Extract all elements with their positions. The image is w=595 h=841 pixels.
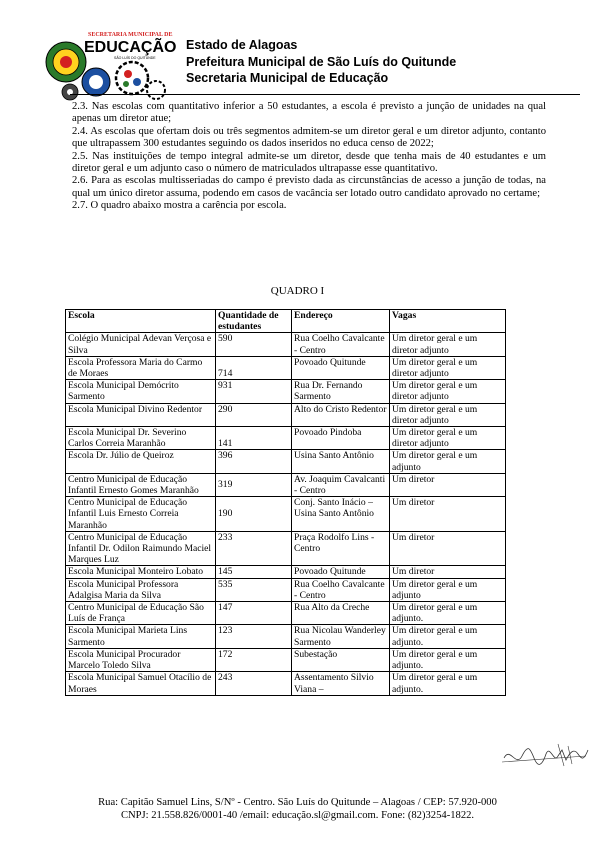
cell-vagas: Um diretor geral e um adjunto (390, 578, 506, 601)
cell-quantidade: 319 (216, 473, 292, 496)
cell-endereco: Rua Dr. Fernando Sarmento (292, 380, 390, 403)
cell-escola: Escola Municipal Dr. Severino Carlos Correia Maranhão (66, 427, 216, 450)
letterhead (186, 37, 456, 87)
logo-line1: SECRETARIA MUNICIPAL DE (88, 32, 173, 38)
table-row (66, 473, 506, 496)
cell-vagas: Um diretor geral e um adjunto. (390, 602, 506, 625)
paragraph-2-3: 2.3. Nas escolas com quantitativo inferior a 50 estudantes, a escola é previsto a junção de unidades na qual apenas um diretor atue; (72, 101, 546, 125)
table-row (66, 648, 506, 671)
table-row (66, 356, 506, 379)
handwritten-signature (500, 740, 590, 770)
table-row (66, 450, 506, 473)
cell-quantidade: 147 (216, 602, 292, 625)
cell-quantidade: 141 (216, 427, 292, 450)
cell-vagas: Um diretor geral e um diretor adjunto (390, 356, 506, 379)
cell-escola: Escola Municipal Samuel Otacílio de Moraes (66, 672, 216, 695)
cell-quantidade: 290 (216, 403, 292, 426)
cell-endereco: Rua Coelho Cavalcante - Centro (292, 333, 390, 356)
cell-vagas: Um diretor geral e um adjunto. (390, 625, 506, 648)
cell-vagas: Um diretor geral e um diretor adjunto (390, 380, 506, 403)
cell-escola: Escola Municipal Marieta Lins Sarmento (66, 625, 216, 648)
cell-quantidade: 535 (216, 578, 292, 601)
cell-quantidade: 396 (216, 450, 292, 473)
paragraph-2-7: 2.7. O quadro abaixo mostra a carência por escola. (72, 200, 287, 212)
paragraph-2-5: 2.5. Nas instituições de tempo integral admite-se um diretor, desde que tenha mais de 40 estudantes e um diretor geral e um adjunto caso o número de matriculados ultrapasse esse quantitativo. (72, 150, 546, 175)
cell-quantidade: 714 (216, 356, 292, 379)
cell-vagas: Um diretor (390, 566, 506, 578)
cell-endereco: Assentamento Silvio Viana – (292, 672, 390, 695)
table-row (66, 566, 506, 578)
cell-endereco: Av. Joaquim Cavalcanti - Centro (292, 473, 390, 496)
cell-endereco: Alto do Cristo Redentor (292, 403, 390, 426)
vacancy-table (65, 309, 506, 696)
cell-vagas: Um diretor geral e um adjunto. (390, 648, 506, 671)
table-row (66, 403, 506, 426)
cell-escola: Centro Municipal de Educação Infantil Dr. Odilon Raimundo Maciel Marques Luz (66, 531, 216, 566)
table-row (66, 672, 506, 695)
header-escola: Escola (66, 310, 216, 333)
table-row (66, 625, 506, 648)
cell-endereco: Praça Rodolfo Lins - Centro (292, 531, 390, 566)
cell-escola: Escola Municipal Divino Redentor (66, 403, 216, 426)
header-vagas: Vagas (390, 310, 506, 333)
footer (0, 796, 595, 822)
cell-vagas: Um diretor (390, 497, 506, 532)
paragraph-2-4: 2.4. As escolas que ofertam dois ou três segmentos admitem-se um diretor geral e um diretor adjunto, contanto que ultrapassem 300 estudantes seguindo os dados inseridos no educa censo de 2022; (72, 125, 546, 150)
paragraph-2-6: 2.6. Para as escolas multisseriadas do campo é previsto dada as circunstâncias de acesso a junção de todas, na qual um único diretor assuma, podendo em casos de vacância ser lotado outro candidato aprovado no certame; (72, 175, 546, 199)
cell-escola: Centro Municipal de Educação Infantil Ernesto Gomes Maranhão (66, 473, 216, 496)
cell-endereco: Rua Nicolau Wanderley Sarmento (292, 625, 390, 648)
cell-escola: Escola Municipal Demócrito Sarmento (66, 380, 216, 403)
logo-line3: SÃO LUÍS DO QUITUNDE (114, 56, 156, 60)
header-endereco: Endereço (292, 310, 390, 333)
cell-endereco: Rua Coelho Cavalcante - Centro (292, 578, 390, 601)
cell-vagas: Um diretor geral e um diretor adjunto (390, 333, 506, 356)
footer-address: Rua: Capitão Samuel Lins, S/Nº - Centro. São Luís do Quitunde – Alagoas / CEP: 57.920-000 (98, 797, 497, 808)
cell-escola: Escola Municipal Professora Adalgisa Maria da Silva (66, 578, 216, 601)
cell-vagas: Um diretor (390, 531, 506, 566)
cell-escola: Escola Professora Maria do Carmo de Moraes (66, 356, 216, 379)
cell-endereco: Povoado Quitunde (292, 566, 390, 578)
table-row (66, 497, 506, 532)
header-state: Estado de Alagoas (186, 38, 298, 52)
cell-escola: Escola Municipal Monteiro Lobato (66, 566, 216, 578)
cell-quantidade: 123 (216, 625, 292, 648)
cell-vagas: Um diretor geral e um adjunto. (390, 672, 506, 695)
table-row (66, 380, 506, 403)
cell-escola: Colégio Municipal Adevan Verçosa e Silva (66, 333, 216, 356)
header-rule (70, 94, 580, 95)
cell-endereco: Povoado Pindoba (292, 427, 390, 450)
body-text (72, 101, 546, 213)
cell-escola: Escola Dr. Júlio de Queiroz (66, 450, 216, 473)
table-row (66, 531, 506, 566)
cell-quantidade: 931 (216, 380, 292, 403)
cell-vagas: Um diretor geral e um diretor adjunto (390, 427, 506, 450)
cell-quantidade: 190 (216, 497, 292, 532)
cell-quantidade: 172 (216, 648, 292, 671)
table-row (66, 333, 506, 356)
cell-quantidade: 590 (216, 333, 292, 356)
table-row (66, 602, 506, 625)
cell-quantidade: 145 (216, 566, 292, 578)
cell-endereco: Conj. Santo Inácio – Usina Santo Antônio (292, 497, 390, 532)
table-header-row (66, 310, 506, 333)
cell-escola: Centro Municipal de Educação Infantil Luis Ernesto Correia Maranhão (66, 497, 216, 532)
cell-vagas: Um diretor geral e um adjunto (390, 450, 506, 473)
cell-vagas: Um diretor geral e um diretor adjunto (390, 403, 506, 426)
cell-endereco: Subestação (292, 648, 390, 671)
cell-escola: Centro Municipal de Educação São Luís de França (66, 602, 216, 625)
table-row (66, 578, 506, 601)
cell-quantidade: 243 (216, 672, 292, 695)
cell-endereco: Povoado Quitunde (292, 356, 390, 379)
cell-endereco: Rua Alto da Creche (292, 602, 390, 625)
header-prefeitura: Prefeitura Municipal de São Luís do Quitunde (186, 54, 457, 69)
table-title: QUADRO I (270, 285, 325, 297)
header-secretaria: Secretaria Municipal de Educação (186, 71, 389, 85)
footer-contact: CNPJ: 21.558.826/0001-40 /email: educação.sl@gmail.com. Fone: (82)3254-1822. (120, 810, 475, 821)
cell-escola: Escola Municipal Procurador Marcelo Toledo Silva (66, 648, 216, 671)
cell-vagas: Um diretor (390, 473, 506, 496)
secretaria-logo (44, 28, 178, 104)
table-row (66, 427, 506, 450)
header-quantidade: Quantidade de estudantes (216, 310, 292, 333)
cell-quantidade: 233 (216, 531, 292, 566)
logo-line2: EDUCAÇÃO (84, 39, 177, 56)
cell-endereco: Usina Santo Antônio (292, 450, 390, 473)
